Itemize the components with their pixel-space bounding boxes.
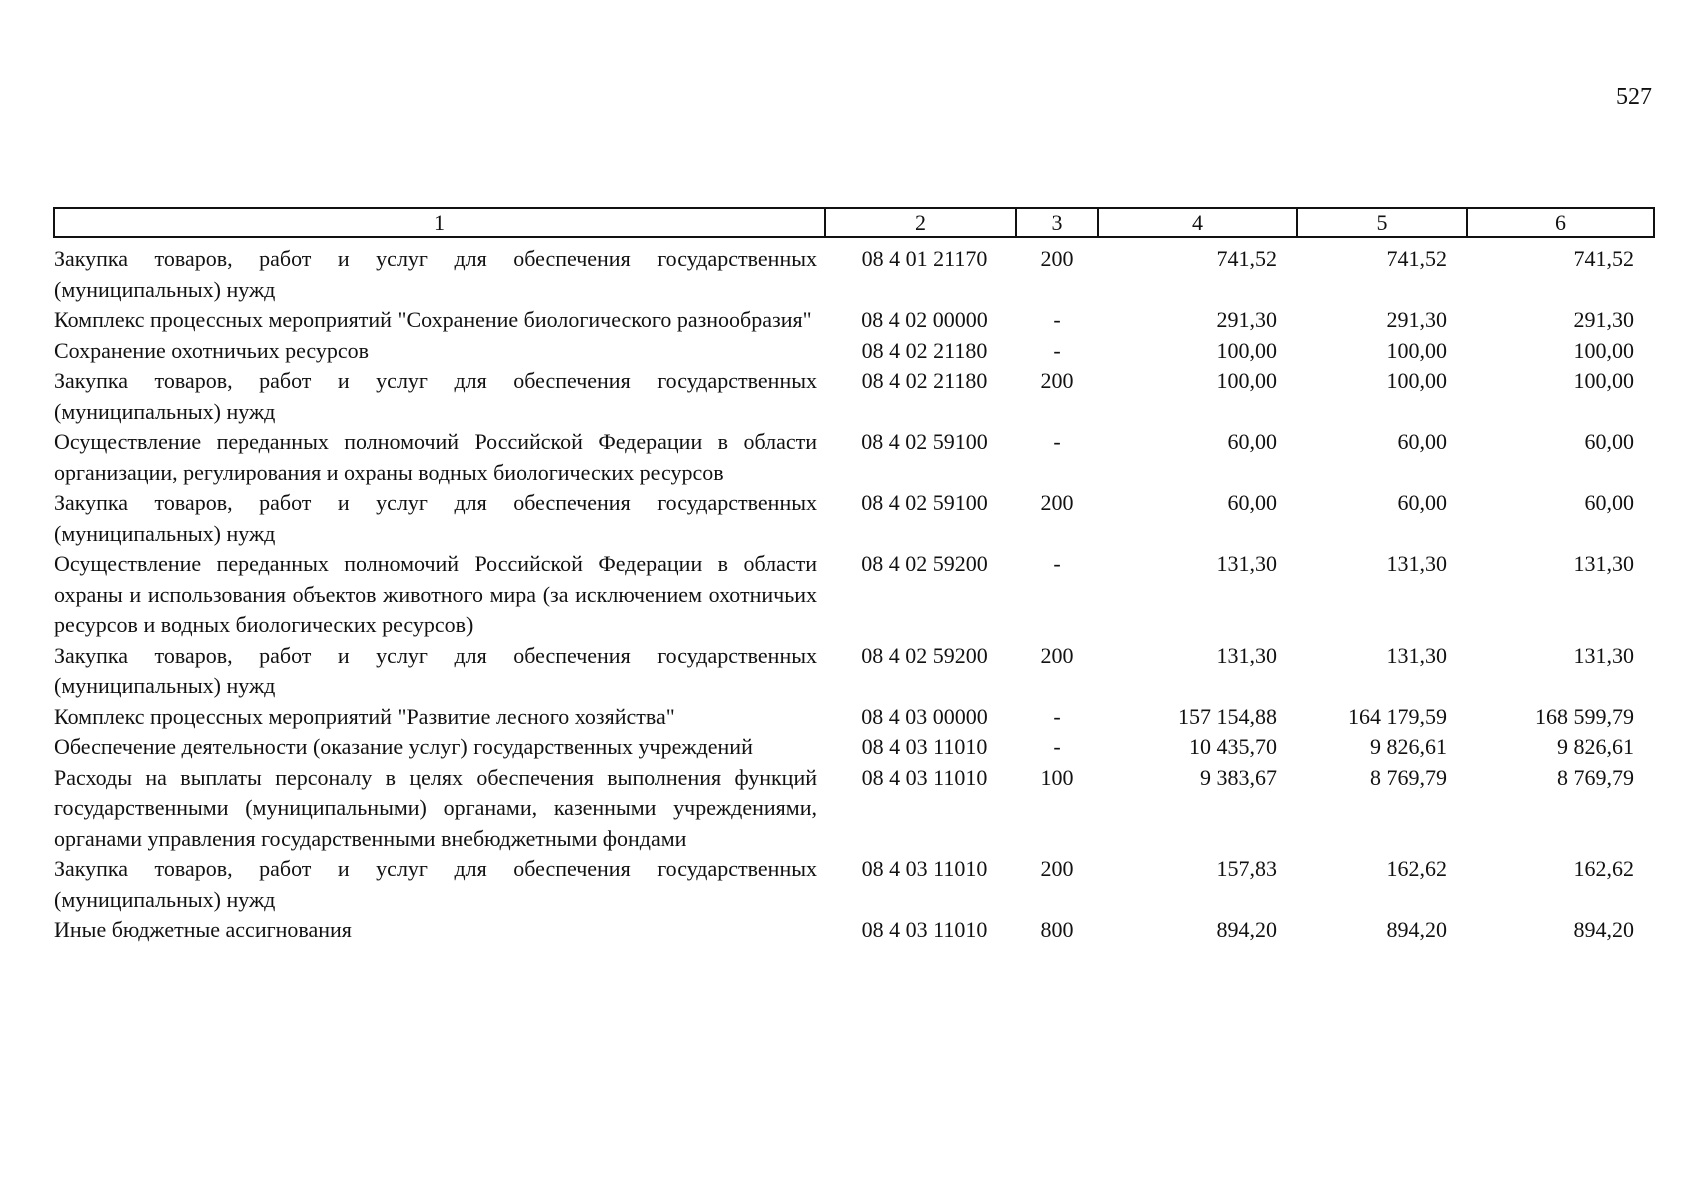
- row-code-cell: 08 4 02 21180: [861, 368, 988, 393]
- column-header-1: 1: [54, 208, 825, 237]
- table-body: [54, 237, 1654, 946]
- table-row: [54, 702, 1654, 733]
- row-name-cell: Осуществление переданных полномочий Российской Федерации в области охраны и использования объектов животного мира (за исключением охотничьих ресурсов и водных биологических ресурсов): [54, 551, 817, 637]
- row-type-cell: 200: [1040, 246, 1074, 271]
- row-value-6-cell: 131,30: [1573, 642, 1634, 668]
- row-type-cell: -: [1053, 307, 1061, 332]
- column-header-2: 2: [825, 208, 1016, 237]
- table-row: [54, 336, 1654, 367]
- row-value-5-cell: 162,62: [1386, 856, 1447, 881]
- row-value-5-cell: 100,00: [1386, 337, 1447, 363]
- row-code-cell: 08 4 02 59200: [861, 642, 988, 668]
- row-value-6-cell: 100,00: [1573, 368, 1634, 393]
- row-value-4-cell: 60,00: [1227, 490, 1277, 515]
- row-value-5-cell: 741,52: [1386, 246, 1447, 271]
- row-type-cell: 200: [1040, 490, 1074, 515]
- table-row: [54, 641, 1654, 702]
- row-name-cell: Закупка товаров, работ и услуг для обеспечения государственных (муниципальных) нужд: [54, 490, 817, 546]
- table-row: [54, 305, 1654, 336]
- row-code-cell: 08 4 03 11010: [861, 734, 988, 759]
- row-value-4-cell: 131,30: [1216, 551, 1277, 576]
- row-value-4-cell: 157 154,88: [1178, 703, 1277, 729]
- row-type-cell: 200: [1040, 856, 1074, 881]
- row-name-cell: Осуществление переданных полномочий Российской Федерации в области организации, регулирования и охраны водных биологических ресурсов: [54, 429, 817, 485]
- row-name-cell: Закупка товаров, работ и услуг для обеспечения государственных (муниципальных) нужд: [54, 368, 817, 424]
- row-value-4-cell: 100,00: [1216, 368, 1277, 393]
- row-type-cell: -: [1053, 429, 1061, 454]
- row-name-cell: Иные бюджетные ассигнования: [54, 917, 352, 942]
- row-value-6-cell: 60,00: [1584, 429, 1634, 454]
- row-value-4-cell: 291,30: [1216, 307, 1277, 332]
- row-value-5-cell: 100,00: [1386, 368, 1447, 393]
- table-row: [54, 854, 1654, 915]
- row-type-cell: 200: [1040, 368, 1074, 393]
- row-value-4-cell: 100,00: [1216, 337, 1277, 363]
- row-type-cell: 800: [1040, 917, 1074, 942]
- row-type-cell: 100: [1040, 764, 1074, 790]
- row-code-cell: 08 4 03 11010: [861, 764, 988, 790]
- table-row: [54, 237, 1654, 305]
- row-code-cell: 08 4 01 21170: [861, 246, 988, 271]
- row-value-4-cell: 60,00: [1227, 429, 1277, 454]
- row-value-6-cell: 741,52: [1573, 246, 1634, 271]
- row-code-cell: 08 4 02 59100: [861, 429, 988, 454]
- table-row: [54, 427, 1654, 488]
- table-row: [54, 549, 1654, 641]
- row-name-cell: Закупка товаров, работ и услуг для обеспечения государственных (муниципальных) нужд: [54, 246, 817, 302]
- row-value-6-cell: 131,30: [1573, 551, 1634, 576]
- column-header-4: 4: [1098, 208, 1297, 237]
- row-value-5-cell: 131,30: [1386, 642, 1447, 668]
- row-code-cell: 08 4 02 59100: [861, 490, 988, 515]
- row-code-cell: 08 4 02 59200: [861, 551, 988, 576]
- row-name-cell: Сохранение охотничьих ресурсов: [54, 337, 370, 363]
- row-type-cell: -: [1053, 734, 1061, 759]
- table-row: [54, 915, 1654, 946]
- row-name-cell: Обеспечение деятельности (оказание услуг) государственных учреждений: [54, 734, 753, 759]
- column-header-3: 3: [1016, 208, 1098, 237]
- row-code-cell: 08 4 03 11010: [861, 917, 988, 942]
- row-value-6-cell: 894,20: [1573, 917, 1634, 942]
- row-value-4-cell: 9 383,67: [1200, 764, 1277, 790]
- row-value-4-cell: 894,20: [1216, 917, 1277, 942]
- table-row: [54, 488, 1654, 549]
- table-header-row: [54, 208, 1654, 237]
- row-value-6-cell: 8 769,79: [1557, 764, 1634, 790]
- row-value-6-cell: 162,62: [1573, 856, 1634, 881]
- row-code-cell: 08 4 02 00000: [861, 307, 988, 332]
- table-row: [54, 763, 1654, 855]
- row-value-6-cell: 60,00: [1584, 490, 1634, 515]
- row-value-6-cell: 291,30: [1573, 307, 1634, 332]
- column-header-5: 5: [1297, 208, 1467, 237]
- row-code-cell: 08 4 03 11010: [861, 856, 988, 881]
- row-value-4-cell: 157,83: [1216, 856, 1277, 881]
- row-value-5-cell: 60,00: [1397, 490, 1447, 515]
- row-value-5-cell: 164 179,59: [1348, 703, 1447, 729]
- row-type-cell: -: [1053, 337, 1061, 363]
- row-type-cell: 200: [1040, 642, 1074, 668]
- row-name-cell: Закупка товаров, работ и услуг для обеспечения государственных (муниципальных) нужд: [54, 642, 817, 698]
- row-value-6-cell: 9 826,61: [1557, 734, 1634, 759]
- row-value-5-cell: 60,00: [1397, 429, 1447, 454]
- row-value-4-cell: 741,52: [1216, 246, 1277, 271]
- table-row: [54, 732, 1654, 763]
- row-value-6-cell: 100,00: [1573, 337, 1634, 363]
- row-value-5-cell: 9 826,61: [1370, 734, 1447, 759]
- budget-table: [53, 207, 1655, 946]
- row-value-4-cell: 131,30: [1216, 642, 1277, 668]
- table-row: [54, 366, 1654, 427]
- row-type-cell: -: [1053, 551, 1061, 576]
- column-header-6: 6: [1467, 208, 1654, 237]
- row-code-cell: 08 4 03 00000: [861, 703, 988, 729]
- row-name-cell: Закупка товаров, работ и услуг для обеспечения государственных (муниципальных) нужд: [54, 856, 817, 912]
- row-value-5-cell: 291,30: [1386, 307, 1447, 332]
- row-name-cell: Комплекс процессных мероприятий "Сохранение биологического разнообразия": [54, 307, 812, 332]
- row-name-cell: Комплекс процессных мероприятий "Развитие лесного хозяйства": [54, 703, 675, 729]
- row-value-5-cell: 8 769,79: [1370, 764, 1447, 790]
- row-value-6-cell: 168 599,79: [1535, 703, 1634, 729]
- row-value-4-cell: 10 435,70: [1189, 734, 1277, 759]
- row-code-cell: 08 4 02 21180: [861, 337, 988, 363]
- row-value-5-cell: 131,30: [1386, 551, 1447, 576]
- page-number: 527: [1616, 84, 1652, 110]
- row-name-cell: Расходы на выплаты персоналу в целях обеспечения выполнения функций государственными (муниципальными) органами, казенными учреждениями, органами управления государственными внебюджетными фондами: [54, 764, 817, 851]
- row-value-5-cell: 894,20: [1386, 917, 1447, 942]
- row-type-cell: -: [1053, 703, 1061, 729]
